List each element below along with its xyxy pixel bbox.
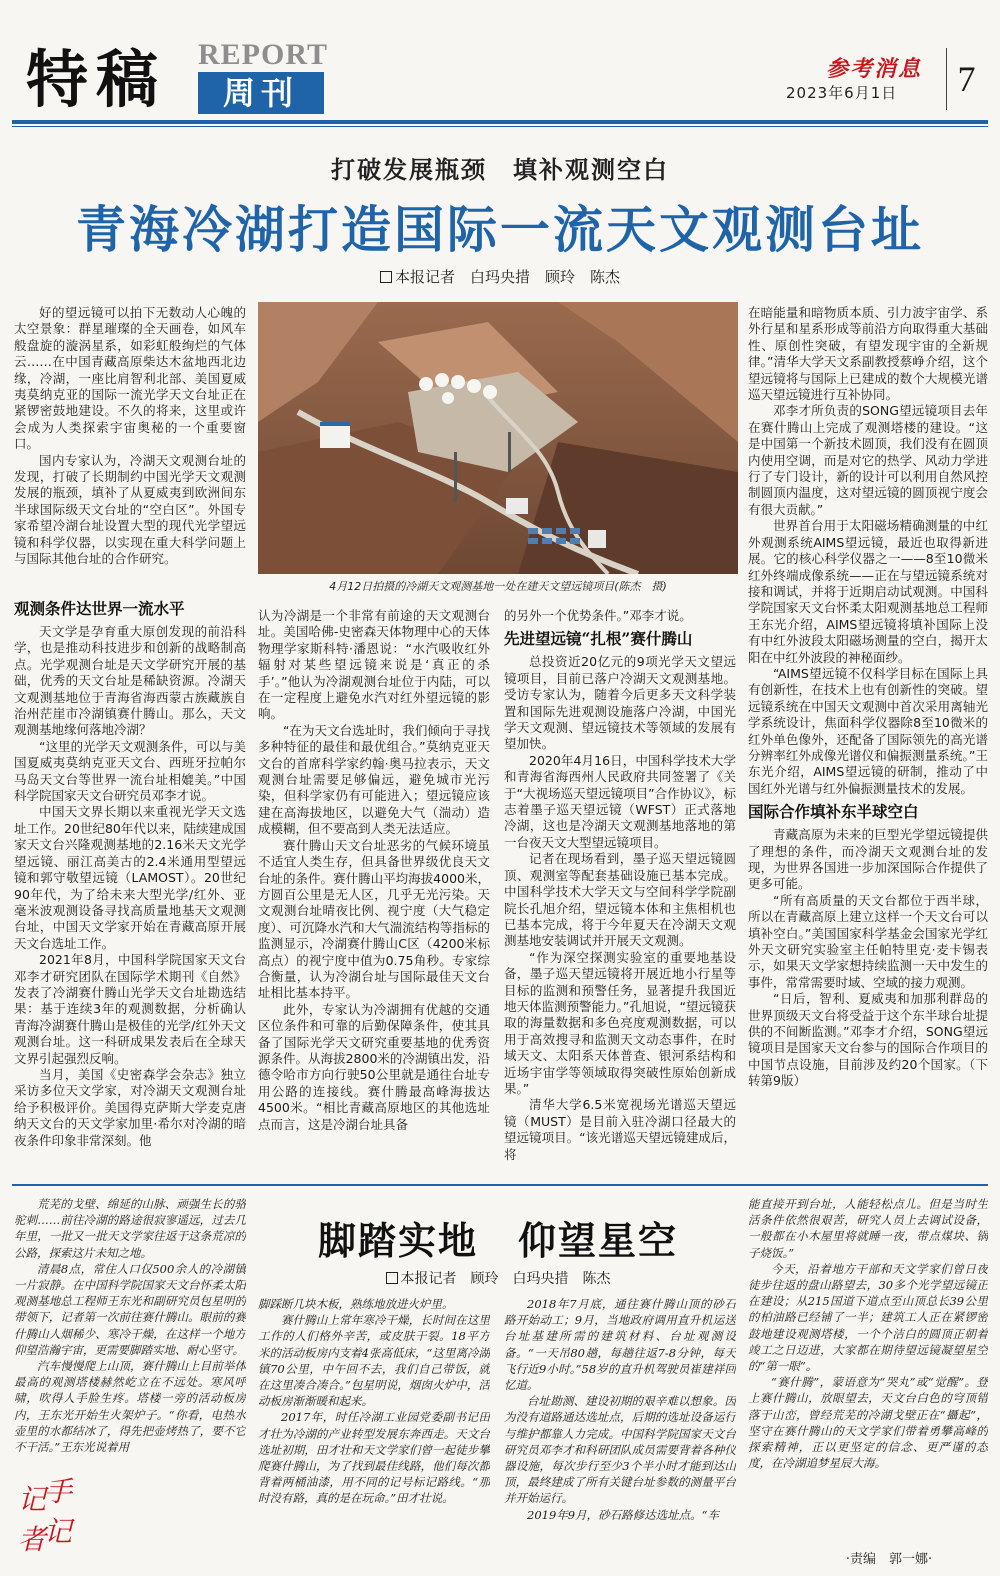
paragraph: 中国天文界长期以来重视光学天文选址工作。20世纪80年代以来，陆续建成国家天文台兴隆观测基地的2.16米天文光学望远镜、丽江高美古的2.4米通用型望远镜和郭守敬望远镜（LAMOST）。20世纪90年代，为了给未来大型光学/红外、亚毫米波观测设备寻找高质量地基天文观测台址，中国天文学家开始在青藏高原开展天文台选址工作。 — [14, 804, 246, 951]
paragraph: “这里的光学天文观测条件，可以与美国夏威夷莫纳克亚天文台、西班牙拉帕尔马岛天文台等世界一流台址相媲美。”中国科学院国家天文台研究员邓李才说。 — [14, 738, 246, 804]
subheading: 先进望远镜“扎根”赛什腾山 — [504, 629, 693, 649]
paragraph: 今天，沿着地方干部和天文学家们曾日夜徒步往返的盘山路望去，30多个光学望远镜正在建设；从215国道下道点至山顶总长39公里的柏油路已经铺了一半；建筑工人正在紧锣密鼓地建设观测塔楼，一个个洁白的圆顶正朝着竣工之日迈进，大家都在期待望远镜凝望星空的“第一眼”。 — [748, 1261, 988, 1374]
paragraph: “作为深空探测实验室的重要地基设备，墨子巡天望远镜将开展近地小行星等目标的监测和预警任务，显著提升我国近地天体监测预警能力。”孔旭说，“望远镜获取的海量数据和多色亮度观测数据，可以用于高效搜寻和监测天文动态事件，在时域天文、太阳系天体普查、银河系结构和近场宇宙学等领域取得突破性原始创新成果。” — [504, 949, 736, 1096]
paragraph: “在为天文台选址时，我们倾向于寻找多种特征的最佳和最优组合。”莫纳克亚天文台的首席科学家约翰·奥马拉表示，天文观测台址需要足够偏远，避免城市光污染，但科学家仍有可能进入；望远镜应该建在高海拔地区，以避免大气（湍动）造成模糊，但不要高到人类无法适应。 — [258, 722, 490, 837]
subheading: 国际合作填补东半球空白 — [748, 802, 919, 822]
byline-box-icon — [380, 271, 392, 283]
story-byline — [0, 266, 1000, 287]
observatory-photo-illustration — [258, 302, 738, 574]
stamp-char: 手 — [44, 1475, 73, 1508]
page-number: 7 — [946, 48, 986, 110]
issue-date: 2023年6月1日 — [786, 84, 898, 102]
stamp-char: 记 — [44, 1515, 73, 1548]
masthead-rule-thin — [12, 126, 988, 127]
story1-column-d — [748, 305, 988, 1178]
paragraph: 赛什腾山天文台址恶劣的气候环境虽不适宜人类生存，但具备世界级优良天文台址的条件。赛什腾山平均海拔4000米，方圆百公里是无人区，几乎无光污染。天文观测台址晴夜比例、视宁度（大气稳定度）、可沉降水汽和大气湍流结构等指标的监测显示，冷湖赛什腾山C区（4200米标高点）的视宁度中值为0.75角秒。专家综合衡量，认为冷湖台址与国际最佳天文台址相比基本持平。 — [258, 837, 490, 1001]
paragraph: 好的望远镜可以拍下无数动人心魄的太空景象：群星璀璨的全天画卷，如风车般盘旋的漩涡星系，如彩虹般绚烂的气体云……在中国青藏高原柴达木盆地西北边缘，冷湖，一座比肩智利北部、美国夏威夷莫纳克亚的国际一流光学天文台址正在紧锣密鼓地建设。不久的将来，这里或许会成为人类探索宇宙奥秘的一个重要窗口。 — [14, 305, 246, 452]
paragraph: “AIMS望远镜不仅科学目标在国际上具有创新性，在技术上也有创新性的突破。望远镜系统在中国天文观测中首次采用离轴光学系统设计，焦面科学仪器除8至10微米的红外单色像外，还配备了国际领先的高光谱分辨率红外成像光谱仪和偏振测量系统。”王东光介绍，AIMS望远镜的研制，推动了中国红外光谱与红外偏振测量技术的发展。 — [748, 665, 988, 796]
paragraph: 总投资近20亿元的9项光学天文望远镜项目，目前已落户冷湖天文观测基地。受访专家认为，随着今后更多天文科学装置和国际先进观测设施落户冷湖，中国光学天文观测、望远镜技术等领域的发展有望加快。 — [504, 654, 736, 752]
paragraph: 邓李才所负责的SONG望远镜项目去年在赛什腾山上完成了观测塔楼的建设。“这是中国第一个新技术圆顶，我们没有在圆顶内使用空调，而是对它的热学、风动力学进行了专门设计，新的设计可以利用自然风控制圆顶内温度，这对望远镜的圆顶视宁度会有很大贡献。” — [748, 403, 988, 517]
paragraph: 世界首台用于太阳磁场精确测量的中红外观测系统AIMS望远镜，最近也取得新进展。它的核心科学仪器之一——8至10微米红外终端成像系统——正在与望远镜系统对接和调试，并将于近期启动试观测。中国科学院国家天文台怀柔太阳观测基地总工程师王东光介绍，AIMS望远镜将填补国际上没有中红外波段太阳磁场测量的空白，揭开太阳在中红外波段的神秘面纱。 — [748, 518, 988, 665]
paragraph: 脚踩断几块木板，熟练地放进火炉里。 — [258, 1297, 454, 1311]
story2-byline — [266, 1268, 730, 1288]
story1-column-a-lower — [14, 594, 246, 1178]
paragraph: 此外，专家认为冷湖拥有优越的交通区位条件和可靠的后勤保障条件，使其具备了国际光学天文研究重要基地的优秀资源条件。从海拔2800米的冷湖镇出发，沿德令哈市方向行驶50公里就是通往台址专用公路的连接线。赛什腾最高峰海拔达4500米。“相比青藏高原地区的其他选址点而言，这是冷湖台址具备 — [258, 1001, 490, 1132]
paragraph: 荒芜的戈壁、绵延的山脉、顽强生长的骆驼刺……前往冷湖的路途很寂寥遥远，过去几年里，一批又一批天文学家往返于这条荒凉的公路，探索这片未知之地。 — [14, 1197, 246, 1260]
paragraph: “赛什腾”，蒙语意为“哭丸”或“觉醒”。登上赛什腾山，放眼望去，天文台白色的穹顶错落于山峦，曾经荒芜的冷湖戈壁正在“攝起”，坚守在赛什腾山的天文学家们带着勇攀高峰的探索精神，正以更坚定的信念、更严谨的态度，在冷湖追梦星辰大海。 — [748, 1375, 988, 1471]
story1-column-a — [14, 305, 246, 592]
paragraph: 在暗能量和暗物质本质、引力波宇宙学、系外行星和星系形成等前沿方向取得重大基础性、原创性突破，有望发现宇宙的全新规律。”清华大学天文系副教授蔡峥介绍，这个望远镜将与国际上已建成的数个大规模光谱巡天望远镜进行互补协同。 — [748, 305, 988, 403]
photo-caption: 4月12日拍摄的冷湖天文观测基地一处在建天文望远镜项目(陈杰 摄) — [329, 580, 667, 593]
section-divider — [12, 1184, 988, 1186]
section-title-en: REPORT — [198, 38, 328, 71]
story2-headline: 脚踏实地 仰望星空 — [317, 1218, 678, 1263]
paragraph: 记者在现场看到，墨子巡天望远镜圆顶、观测室等配套基础设施已基本完成。中国科学技术大学天文与空间科学学院副院长孔旭介绍，望远镜本体和主焦相机也已基本完成，将于今年夏天在冷湖天文观测基地安装调试并开展天文观测。 — [504, 851, 736, 949]
paragraph: 2019年9月，砂石路修达选址点。“车 — [527, 1507, 719, 1522]
stamp-char: 者 — [18, 1523, 47, 1556]
byline-text: 本报记者 白玛央措 顾玲 陈杰 — [394, 268, 620, 286]
paragraph: 天文学是孕育重大原创发现的前沿科学，也是推动科技进步和创新的战略制高点。光学观测台址是天文学研究开展的基础，优秀的天文台址是稀缺资源。冷湖天文观测基地位于青海省海西蒙古族藏族自治州茫崖市冷湖镇赛什腾山。那么，天文观测基地缘何落地冷湖？ — [14, 624, 246, 738]
story1-column-b — [258, 608, 490, 1178]
paragraph: 清晨8点，常住人口仅500余人的冷湖镇一片寂静。在中国科学院国家天文台怀柔太阳观测基地总工程师王东光和副研究员包星明的带领下，记者第一次前往赛什腾山。眼前的赛什腾山人烟稀少、寒冷干燥，在这样一个地方仰望浩瀚宇宙，更需要脚踏实地、耐心坚守。 — [14, 1261, 246, 1357]
story2-column-b — [258, 1296, 490, 1566]
paragraph: 2018年7月底，通往赛什腾山顶的砂石路开始动工；9月，当地政府调用直升机运送台址基建所需的建筑材料、台址观测设备。“一天吊80趟，每趟往返7-8分钟，每天飞行近9小时。”58岁的直升机驾驶员崔建祥回忆道。 — [504, 1297, 736, 1393]
story2-column-c — [504, 1296, 736, 1566]
paragraph: “日后，智利、夏威夷和加那利群岛的世界顶级天文台将受益于这个东半球台址提供的不间断监测。”邓李才介绍，SONG望远镜项目是国家天文台参与的国际合作项目的中国节点设施，目前涉及约20个国家。（下转第9版） — [748, 991, 988, 1089]
masthead — [0, 0, 1000, 124]
story2-column-d — [748, 1196, 988, 1544]
story1-column-c — [504, 608, 736, 1178]
stamp-char: 记 — [18, 1483, 47, 1516]
paragraph: 国内专家认为，冷湖天文观测台址的发现，打破了长期制约中国光学天文观测发展的瓶颈，填补了从夏威夷到欧洲间东半球国际级天文台址的“空白区”。外国专家希望冷湖台址设置大型的现代光学望远镜和科学仪器，以实现在重大科学问题上与国际其他台址的合作研究。 — [14, 452, 246, 567]
editor-credit: ·责编 郭一娜· — [845, 1552, 933, 1567]
paragraph: 青藏高原为未来的巨型光学望远镜提供了理想的条件，而冷湖天文观测台址的发现，为世界各国进一步加深国际合作提供了更多可能。 — [748, 827, 988, 892]
paragraph: 台址勘测、建设初期的艰辛难以想象。因为没有道路通达选址点，后期的选址设备运行与维护都靠人力完成。中国科学院国家天文台研究员邓李才和科研团队成员需要背着各种仪器设施，每次步行至少3个半小时才能到达山顶，最终建成了所有关键台址参数的测量平台并开始运行。 — [504, 1394, 736, 1506]
paragraph: 清华大学6.5米宽视场光谱巡天望远镜（MUST）是目前入驻冷湖口径最大的望远镜项目。“该光谱巡天望远镜建成后，将 — [504, 1097, 736, 1162]
paragraph: 2020年4月16日，中国科学技术大学和青海省海西州人民政府共同签署了《关于“大视场巡天望远镜项目”合作协议》，标志着墨子巡天望远镜（WFST）正式落地冷湖，这也是冷湖天文观测基地落地的第一台夜天文大型望远镜项目。 — [504, 752, 736, 850]
paragraph: 汽车慢慢爬上山顶，赛什腾山上目前举体最高的观测塔楼赫然屹立在不远处。寒风呼啸，吹得人手脸生疼。塔楼一旁的活动板房内，王东光开始生火架炉子。“你看，电热水壶里的水都结冰了，得先把壶烤热了，要不它不干活。”王东光说着用 — [14, 1359, 246, 1455]
paragraph: 2021年8月，中国科学院国家天文台邓李才研究团队在国际学术期刊《自然》发表了冷湖赛什腾山光学天文台址勘选结果：基于连续3年的观测数据，分析确认青海冷湖赛什腾山是极佳的光学/红外天文观测台址。这一科研成果发表后在全球天文界引起强烈反响。 — [14, 952, 246, 1066]
paragraph: 2017年，时任冷湖工业园党委副书记田才壮为冷湖的产业转型发展东奔西走。天文台选址初期，田才壮和天文学家们曾一起徒步攀爬赛什腾山，为了找到最佳线路，他们每次都背着两桶油漆，用不同的记号标记路线。“那时没有路，真的是在玩命。”田才壮说。 — [258, 1410, 490, 1506]
section-title: 特稿 — [26, 43, 167, 116]
paragraph: 能直接开到台址，人能轻松点儿。但是当时生活条件依然很艰苦，研究人员上去调试设备，一般都在小木屋里将就睡一夜，带点煤块、锅子烧饭。” — [748, 1197, 988, 1260]
weekly-badge: 周刊 — [198, 72, 324, 114]
story-kicker: 打破发展瓶颈 填补观测空白 — [331, 155, 669, 184]
observatory-photo — [258, 302, 738, 574]
reporter-notes-stamp — [14, 1470, 80, 1566]
paragraph: 赛什腾山上常年寒冷干燥，长时间在这里工作的人们格外辛苦，或皮肤干裂。18平方米的活动板房内支着4张高低床，“这里离冷湖镇70公里，中午回不去，我们自己带饭，就在这里凑合凑合。”包星明说，烟囱火炉中，活动板房渐渐暖和起来。 — [258, 1313, 490, 1409]
byline-text: 本报记者 顾玲 白玛央措 陈杰 — [400, 1271, 611, 1287]
paragraph: “所有高质量的天文台都位于西半球，所以在青藏高原上建立这样一个天文台可以填补空白。”美国国家科学基金会国家光学红外天文研究实验室主任帕特里克·麦卡锡表示，如果天文学家想持续监测一天中发生的事件，常常需要时域、空域的接力观测。 — [748, 892, 988, 990]
byline-box-icon — [386, 1272, 398, 1284]
masthead-rule — [12, 120, 988, 124]
paragraph: 认为冷湖是一个非常有前途的天文观测台址。美国哈佛-史密森天体物理中心的天体物理学家斯科特·潘恩说：“水汽吸收红外辐射对某些望远镜来说是‘真正的杀手’。”他认为冷湖观测台址位于内陆，可以在一定程度上避免水汽对红外望远镜的影响。 — [258, 608, 490, 722]
newspaper-logo: 参考消息 — [826, 56, 923, 82]
story-headline: 青海冷湖打造国际一流天文观测台址 — [76, 200, 924, 259]
subheading: 观测条件达世界一流水平 — [14, 599, 185, 618]
paragraph: 当月，美国《史密森学会杂志》独立采访多位天文学家，对冷湖天文观测台址给予积极评价。美国得克萨斯大学麦克唐纳天文台的天文学家加里·希尔对冷湖的暗夜条件印象非常深刻。他 — [14, 1066, 246, 1148]
paragraph: 的另外一个优势条件。”邓李才说。 — [504, 608, 692, 623]
